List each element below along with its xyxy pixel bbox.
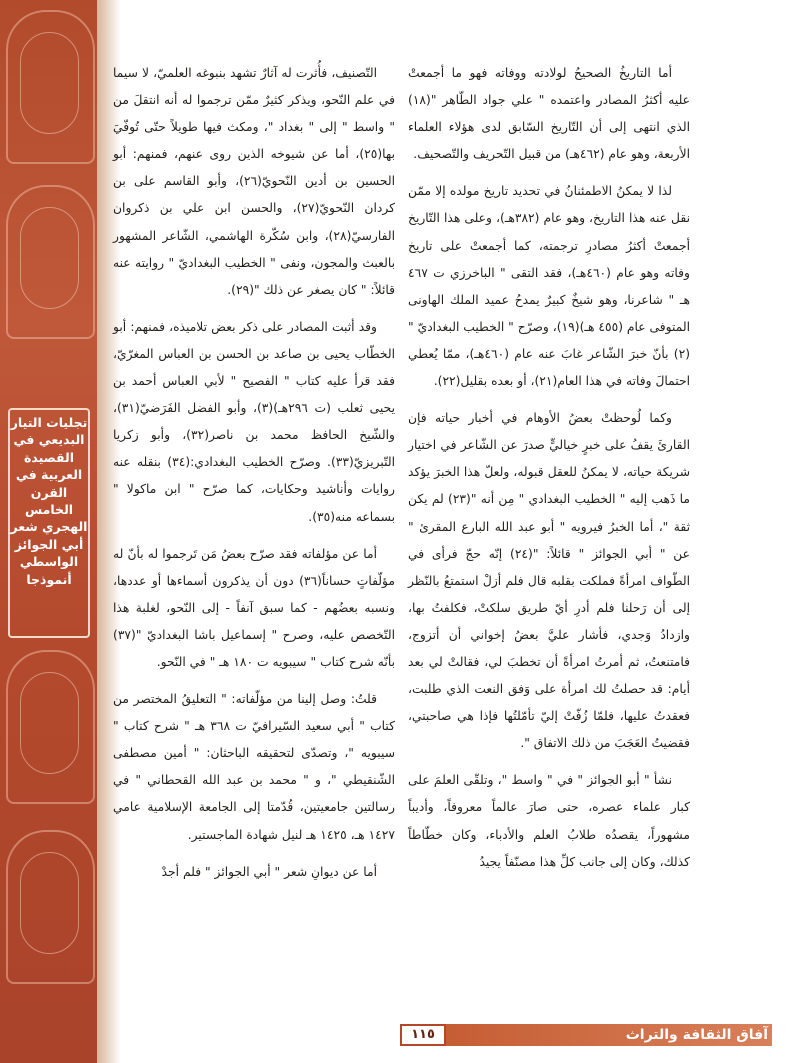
paragraph: أما عن مؤلفاته فقد صرّح بعضُ مَن تَرجموا له بأنّ له مؤلّفاتٍ حساناً(٣٦) دون أن يذكرون أسماءها أو عددها، ونسبه بعضُهم - كما سبق آنفاً - إلى النّحو، لغلبة هذا التّخصص عليه، وصرح " إسماعيل باشا البغداديّ "(٣٧) بأنّه شرح كتاب " سيبويه ت ١٨٠ هـ " في النّحو. bbox=[113, 546, 395, 669]
paragraph: وقد أثبت المصادر على ذكر بعض تلاميذه، فمنهم: أبو الخطّاب يحيى بن صاعد بن الحسن بن العباس المغرّيّ، فقد قرأ عليه كتاب " الفصيح " لأبي العباس أحمد بن يحيى ثعلب (ت ٢٩٦هـ)(٣)، وأبو الفضل الفَرَضيّ(٣١)، والشّيخ الحافظ محمد بن ناصر(٣٢)، وأبو زكريا التّبريزيّ(٣٣). وصرّح الخطيب البغدادي:(٣٤) بنقله عنه روايات وأناشيد وحكايات، كما صرّح " ابن ماكولا " بسماعه منه(٣٥). bbox=[113, 319, 395, 524]
page-number: ١١٥ bbox=[400, 1024, 446, 1046]
arabesque-ornament bbox=[6, 830, 95, 984]
magazine-name: آفاق الثقافة والتراث bbox=[625, 1027, 768, 1043]
text-column-left bbox=[113, 60, 395, 896]
paragraph: وكما لُوحظتْ بعضُ الأوهام في أخبار حياته فإن القارئَ يقفُ على خبرٍ خياليٍّ صدرَ عن الشّاعر في اختيار شريكة حياته، لا يمكنُ للعقل قبوله، ولعلّ هذا الخبرَ يؤكد ما ذَهب إليه " الخطيب البغدادي " مِن أنه "(٢٣) لم يكن ثقة "، أما الخبرُ فيرويه " أبو عبد الله البارع المقرئ " عن " أبي الجوائز " قائلاً: "(٢٤) إنّه حجّ فرأى في الطّواف امرأةً فملكت بقلبه قال فلم أزلْ استمتعُ بالنّظر إلى أن رَحلنا فلم أدرِ أيّ طريق سلكتْ، فكلفتُ بها، وازدادُ وَجدي، فأشار عليَّ بعضُ إخواني أن أتزوج، فامتنعتُ، ثم أمرتُ امرأةً أن تخطبَ لي، فقالتْ لي بعد أيام: قد حصلتُ لك امرأة على وَفق النعت الذي طلبت، فعقدتُ عليها، فلمّا زُفّتْ إليّ تأمّلتُها فإذا هي صاحبتي، فقضيتُ العَجَبَ من ذلك الاتفاق ". bbox=[408, 411, 690, 751]
paragraph: التّصنيف، فأُثرت له آثارٌ تشهد بنبوغه العلميّ، لا سيما في علم النّحو، ويذكر كثيرٌ ممّن ترجموا له أنه انتقلَ من " واسط " إلى " بغداد "، ومكث فيها طويلاً حتّى تُوفّيَ بها(٢٥)، أما عن شيوخه الذين روى عنهم، فمنهم: أبو الحسين بن أدين النّحويّ(٢٦)، وأبو القاسم على بن كردان النّحويّ(٢٧)، والحسن ابن علي بن ذكروان الفارسيّ(٢٨)، وابن سُكّرة الهاشمي، الشّاعر المشهور بالعبث والمجون، ونفى " الخطيب البغداديّ " روايته عنه قائلاً: " كان يصغر عن ذلك "(٢٩). bbox=[113, 66, 395, 297]
text-column-right bbox=[408, 60, 690, 886]
paragraph: لذا لا يمكنُ الاطمئنانُ في تحديد تاريخ مولده إلا ممّن نقل عنه هذا التاريخ، وهو عام (٣٨٢هـ)، وعلى هذا التّاريخ أجمعتْ أكثرُ مصادرِ ترجمته، كما أجمعتْ على تاريخ وفاته وهو عام (٤٦٠هـ)، فقد التقى " الباخرزي ت ٤٦٧ هـ " شاعرنا، وهو شيخٌ كبيرٌ يمدحُ عميد الملك الهاونى المتوفى عام (٤٥٥ هـ)(١٩)، وصرّح " الخطيب البغداديّ "(٢) بأنّ خبرَ الشّاعر غابَ عنه عام (٤٦٠هـ)، ممّا يُعطي احتمالَ وفاته في هذا العام(٢١)، أو بعده بقليل(٢٢). bbox=[408, 184, 691, 389]
paragraph: نشأ " أبو الجوائز " في " واسط "، وتلقّى العلمَ على كبار علماء عصره، حتى صارَ عالماً معروفاً، وأديباً مشهوراً، يقصدُه طلابُ العلم والأدباء، وكان خطّاطاً كذلك، وكان إلى جانب كلِّ هذا مصنّفاً يجيدُ bbox=[408, 773, 690, 869]
paragraph: قلتُ: وصل إلينا من مؤلّفاته: " التعليقُ المختصر من كتاب " أبي سعيد السّيرافيّ ت ٣٦٨ هـ " شرح كتاب " سيبويه "، وتصدّى لتحقيقه الباحثان: " أمين مصطفى الشّنقيطي "، و " محمد بن عبد الله القحطاني " في رسالتين جامعيتين، قُدّمتا إلى الجامعة الإسلامية عامي ١٤٢٧ هـ، ١٤٢٥ هـ لنيل شهادة الماجستير. bbox=[113, 692, 395, 842]
arabesque-ornament bbox=[6, 650, 95, 804]
article-title-label: تجليات التيار البديعي في القصيدة العربية في القرن الخامس الهجري شعر أبي الجوائز الواسطي أنموذجا bbox=[8, 408, 90, 638]
arabesque-ornament bbox=[6, 10, 95, 164]
paragraph: أما التاريخُ الصحيحُ لولادته ووفاته فهو ما أجمعتْ عليه أكثرُ المصادر واعتمده " علي جواد الطّاهر "(١٨) الذي انتهى إلى أن التّاريخ السّابق لدى هؤلاء العلماء الأربعة، وهو عام (٤٦٢هـ) من قبيل التّحريف والتّصحيف. bbox=[408, 66, 690, 162]
arabesque-ornament bbox=[6, 185, 95, 339]
sidebar-ornament bbox=[0, 0, 97, 1063]
paragraph: أما عن ديوانِ شعر " أبي الجوائز " فلم أجدْ bbox=[161, 864, 377, 879]
